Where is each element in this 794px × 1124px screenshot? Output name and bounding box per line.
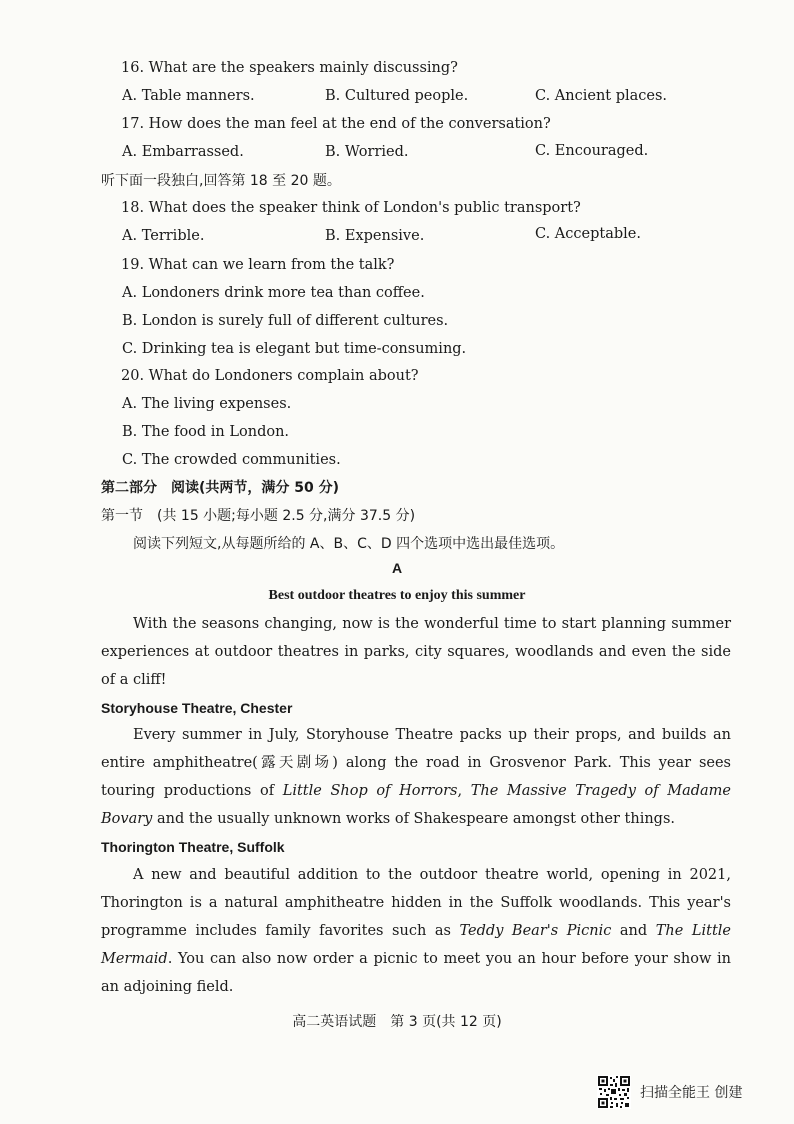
storyhouse-text-b: and the usually unknown works of Shakespeare amongst other things. [152,811,676,827]
q16-option-c: C. Ancient places. [535,88,668,104]
title-little-mermaid: The Little Mermaid [101,923,732,967]
thorington-text-b: . You can also now order a picnic to meet you an hour before your show in an adjoining field. [101,951,731,995]
passage-intro [101,610,731,694]
q19-option-b: B. London is surely full of different cultures. [122,313,449,329]
q20-option-c: C. The crowded communities. [122,452,341,468]
q18-option-a: A. Terrible. [122,228,205,244]
thorington-and: and [611,923,656,939]
q16-option-a: A. Table manners. [122,88,255,104]
page-footer: 高二英语试题 第 3 页(共 12 页) [292,1014,502,1030]
passage-title: Best outdoor theatres to enjoy this summer [268,588,526,603]
q19-option-c: C. Drinking tea is elegant but time-consuming. [122,341,467,357]
q16-option-b: B. Cultured people. [325,88,469,104]
question-20: 20. What do Londoners complain about? [121,368,419,384]
storyhouse-paragraph [101,721,731,833]
passage-letter: A [391,560,403,576]
title-little-shop: Little Shop of Horrors [282,783,458,799]
thorington-text-a: A new and beautiful addition to the outdoor theatre world, opening in 2021, Thorington is a natural amphitheatre hidden in the Suffolk woodlands. This year's programme includes family favorites such as [101,867,731,939]
storyhouse-heading: Storyhouse Theatre, Chester [101,700,293,716]
question-18: 18. What does the speaker think of London's public transport? [121,200,581,216]
q20-option-a: A. The living expenses. [122,396,292,412]
thorington-heading: Thorington Theatre, Suffolk [101,839,285,855]
title-teddy-bear: Teddy Bear's Picnic [459,923,612,939]
section1-heading: 第一节 (共 15 小题;每小题 2.5 分,满分 37.5 分) [101,508,416,524]
title-madame-bovary: The Massive Tragedy of Madame Bovary [101,783,731,827]
q17-option-c: C. Encouraged. [535,143,649,159]
reading-instruction: 阅读下列短文,从每题所给的 A、B、C、D 四个选项中选出最佳选项。 [133,536,565,552]
instruction-18-20: 听下面一段独白,回答第 18 至 20 题。 [101,173,341,189]
thorington-paragraph [101,861,731,1001]
question-16: 16. What are the speakers mainly discussing? [121,60,458,76]
storyhouse-sep: , [457,783,471,799]
question-17: 17. How does the man feel at the end of the conversation? [121,116,551,132]
q20-option-b: B. The food in London. [122,424,290,440]
q17-option-a: A. Embarrassed. [122,144,244,160]
qr-code-icon [597,1075,631,1109]
intro-paragraph: With the seasons changing, now is the wonderful time to start planning summer experiences at outdoor theatres in parks, city squares, woodlands and even the side of a cliff! [101,616,731,688]
scanner-label: 扫描全能王 创建 [640,1085,743,1101]
q19-option-a: A. Londoners drink more tea than coffee. [122,285,425,301]
q18-option-c: C. Acceptable. [535,226,641,242]
part2-heading: 第二部分 阅读(共两节，满分 50 分) [101,480,340,496]
q17-option-b: B. Worried. [325,144,409,160]
question-19: 19. What can we learn from the talk? [121,257,395,273]
q18-option-b: B. Expensive. [325,228,425,244]
storyhouse-text-a: Every summer in July, Storyhouse Theatre packs up their props, and builds an entire amphitheatre(露天剧场) along the road in Grosvenor Park. This year sees touring productions of [101,727,731,799]
